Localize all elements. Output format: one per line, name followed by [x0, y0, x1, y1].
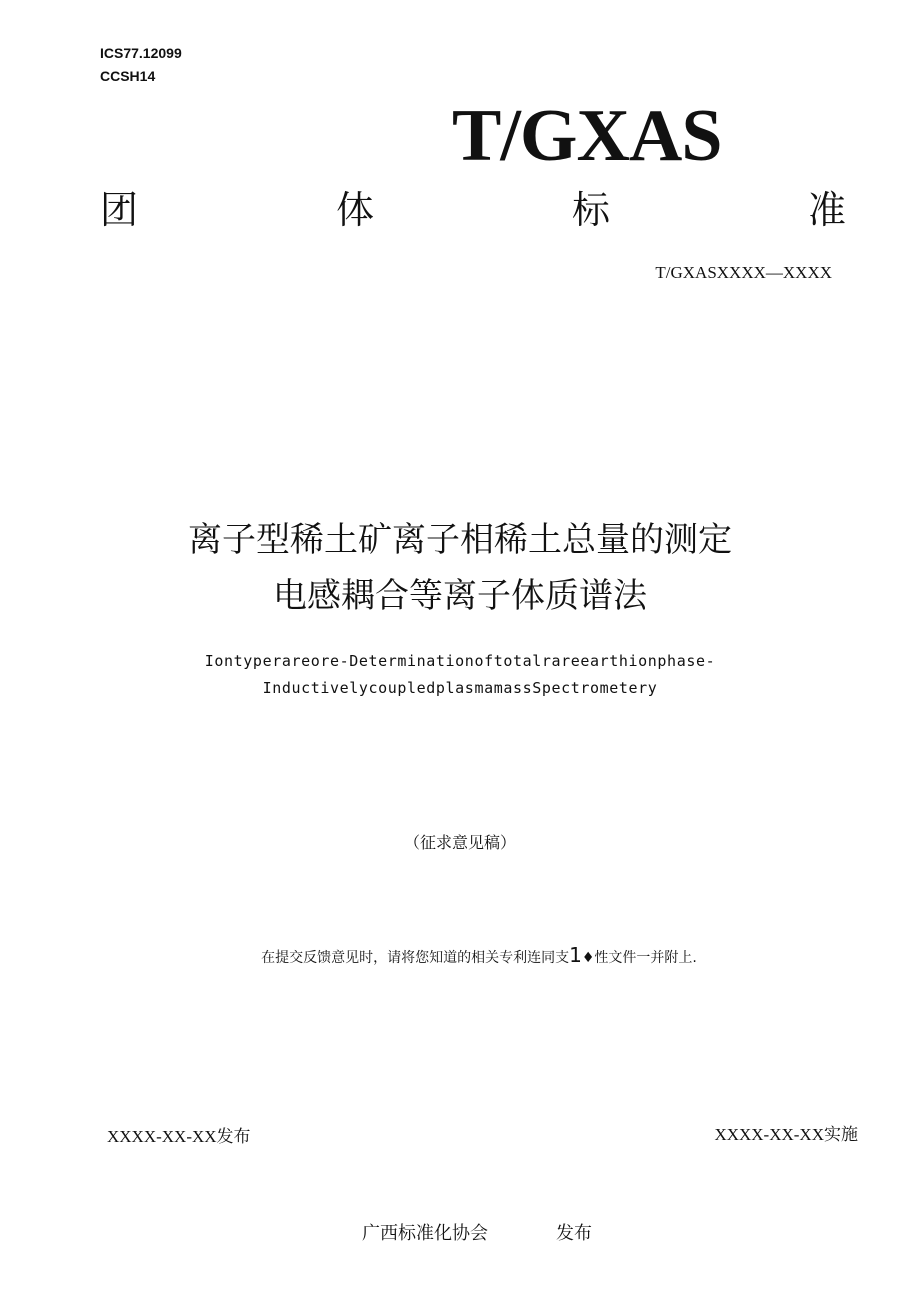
patent-notice-digit: 1 — [569, 943, 582, 967]
implementation-date-value: XXXX-XX-XX — [714, 1125, 824, 1144]
patent-notice-text-start: 在提交反馈意见时，请将您知道的相关专利连同支 — [261, 950, 570, 966]
document-title-line-2: 电感耦合等离子体质谱法 — [273, 576, 647, 616]
english-title-line-2: InductivelycoupledplasmamassSpectrometery — [262, 679, 658, 697]
draft-label: （征求意见稿） — [403, 833, 516, 852]
issue-date-label: 发布 — [216, 1127, 251, 1147]
publisher-name: 广西标准化协会 — [362, 1223, 488, 1244]
patent-notice — [0, 943, 920, 970]
issue-date-value: XXXX-XX-XX — [107, 1127, 217, 1146]
english-title-line-1: Iontyperareore-Determinationoftotalrareearthionphase- — [204, 652, 716, 670]
standard-type-char: 体 — [335, 188, 374, 232]
issue-date — [107, 1126, 251, 1148]
standard-type-char: 团 — [100, 188, 139, 232]
standard-number: T/GXASXXXX—XXXX — [655, 263, 832, 282]
standard-logo: T/GXAS — [452, 95, 722, 177]
patent-notice-text-end: ♦性文件一并附上. — [581, 950, 697, 966]
implementation-date-label: 实施 — [824, 1125, 858, 1145]
publish-label: 发布 — [556, 1223, 592, 1244]
implementation-date — [714, 1124, 858, 1146]
standard-type — [100, 186, 846, 234]
ccs-code: CCSH14 — [100, 68, 156, 84]
standard-type-char: 准 — [807, 188, 846, 232]
document-title-line-1: 离子型稀土矿离子相稀土总量的测定 — [188, 520, 732, 560]
ics-code: ICS77.12099 — [100, 45, 182, 61]
standard-type-char: 标 — [571, 188, 610, 232]
